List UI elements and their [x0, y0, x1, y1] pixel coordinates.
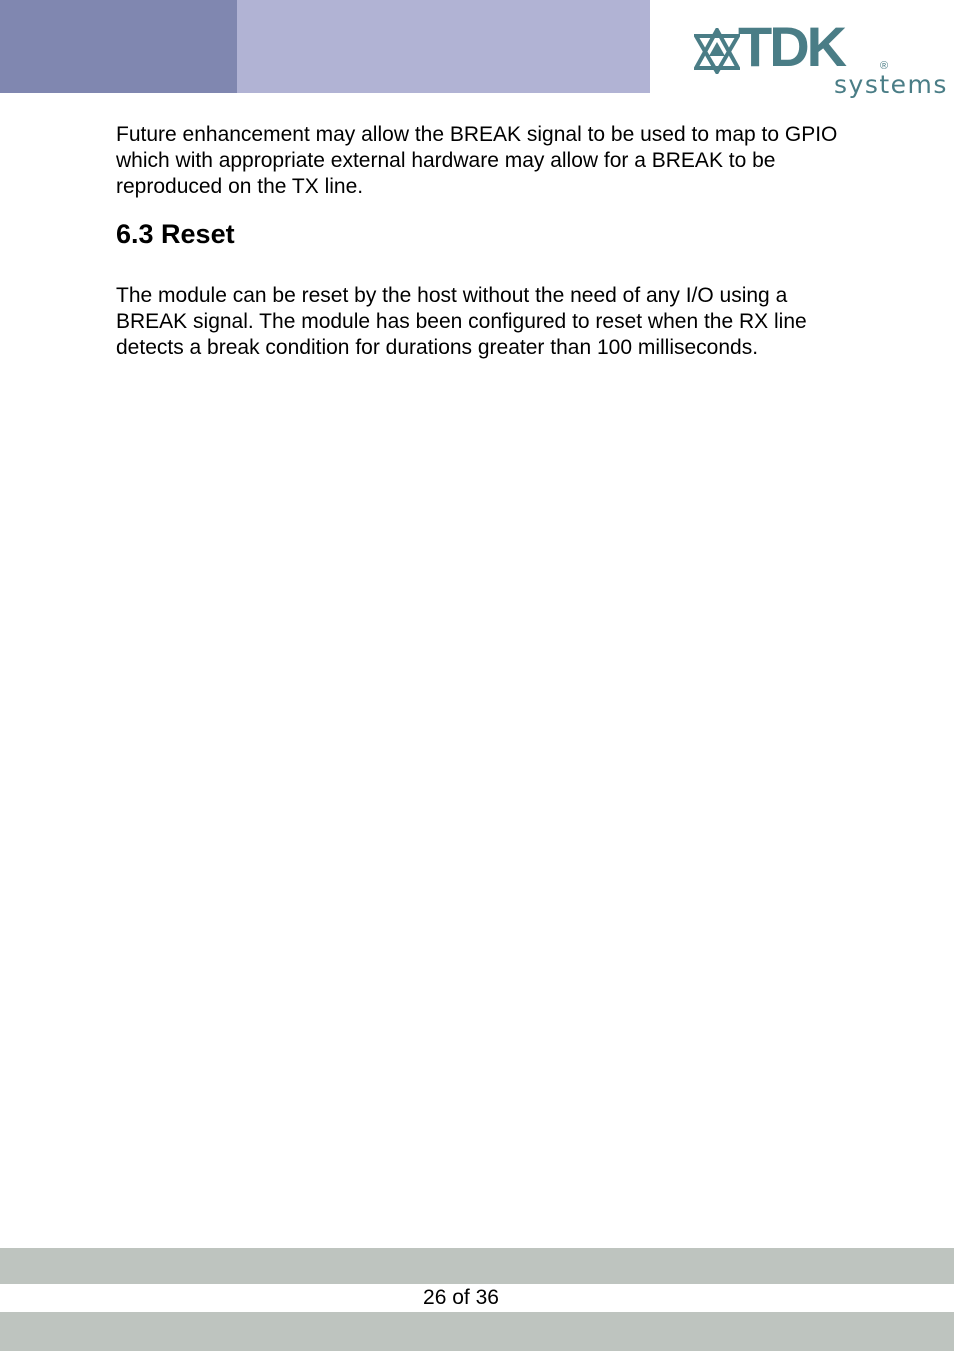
header-band-dark	[0, 0, 237, 93]
footer-band-bottom	[0, 1312, 954, 1351]
tdk-logo-mark-icon	[694, 28, 740, 74]
document-body	[116, 122, 856, 359]
logo-registered-mark: ®	[880, 60, 889, 72]
logo-wordmark: TDK	[738, 15, 845, 78]
tdk-systems-logo	[694, 15, 948, 106]
paragraph-reset: The module can be reset by the host without the need of any I/O using a BREAK signal. The module has been configured to reset when the RX line detects a break condition for durations greater than 100 milliseconds.	[116, 284, 807, 359]
paragraph-break-enhancement: Future enhancement may allow the BREAK signal to be used to map to GPIO which with appropriate external hardware may allow for a BREAK to be reproduced on the TX line.	[116, 123, 838, 198]
page-number: 26 of 36	[423, 1286, 499, 1309]
logo-subtitle: systems	[834, 70, 948, 99]
header-band-light	[237, 0, 650, 93]
footer-band-top	[0, 1248, 954, 1284]
section-heading: 6.3 Reset	[116, 219, 235, 249]
